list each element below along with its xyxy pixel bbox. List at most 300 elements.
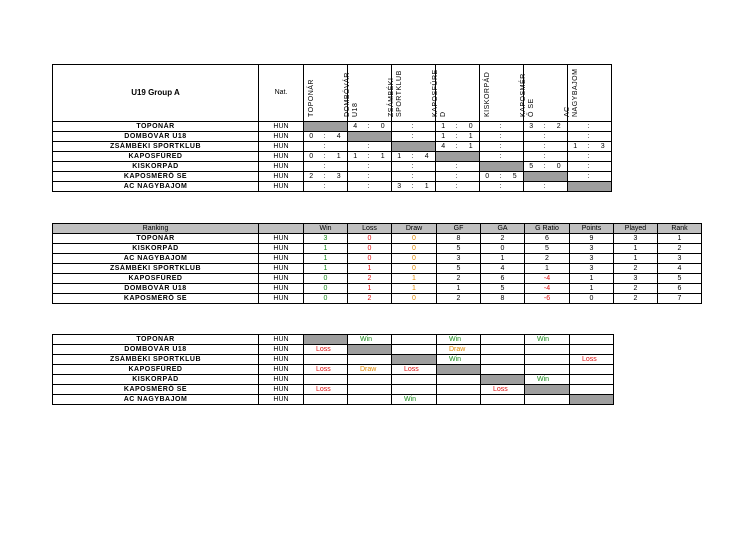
outcome-cell <box>437 385 481 395</box>
score-cell <box>595 162 612 172</box>
score-cell: : <box>407 122 419 132</box>
team-name: KISKORPÁD <box>53 375 259 385</box>
score-cell: 1 <box>568 142 583 152</box>
score-cell <box>551 132 568 142</box>
team-name: AC NAGYBAJOM <box>53 395 259 405</box>
team-nat: HUN <box>259 162 304 172</box>
outcome-row <box>53 365 614 375</box>
ranking-loss-cell: 2 <box>348 274 392 284</box>
outcome-cell: Win <box>525 335 570 345</box>
ranking-win-cell: 0 <box>304 284 348 294</box>
score-cell: : <box>539 152 551 162</box>
outcome-cell <box>481 365 525 375</box>
outcome-cell <box>481 345 525 355</box>
score-cell: : <box>363 142 375 152</box>
score-cell: : <box>495 182 507 192</box>
outcome-row <box>53 385 614 395</box>
score-cell <box>436 172 451 182</box>
ranking-ga-cell: 8 <box>481 294 525 304</box>
score-cell <box>507 152 524 162</box>
ranking-column-header: Played <box>614 224 658 234</box>
score-cell <box>331 162 348 172</box>
outcome-matrix-table <box>52 334 614 405</box>
ranking-rank-cell: 4 <box>658 264 702 274</box>
outcome-cell <box>304 355 348 365</box>
score-cell: : <box>451 142 463 152</box>
score-cell: : <box>319 142 331 152</box>
outcome-cell: Loss <box>481 385 525 395</box>
score-cell: : <box>583 142 595 152</box>
score-cell: 5 <box>507 172 524 182</box>
team-nat: HUN <box>259 294 304 304</box>
score-cell: : <box>407 172 419 182</box>
self-match-cell <box>570 395 614 405</box>
self-match-cell <box>524 172 568 182</box>
ranking-points-cell: 0 <box>570 294 614 304</box>
outcome-cell <box>392 345 437 355</box>
ranking-gf-cell: 1 <box>437 284 481 294</box>
score-cell: 5 <box>524 162 539 172</box>
matrix-row <box>53 162 612 172</box>
ranking-ga-cell: 1 <box>481 254 525 264</box>
score-cell <box>507 132 524 142</box>
matrix-column-header-label: DOMBÓVÁR U18 <box>344 72 359 117</box>
score-cell: : <box>539 142 551 152</box>
ranking-points-cell: 3 <box>570 264 614 274</box>
team-name: DOMBÓVÁR U18 <box>53 284 259 294</box>
score-cell: 0 <box>304 132 319 142</box>
score-cell <box>419 122 436 132</box>
score-cell <box>331 142 348 152</box>
outcome-cell <box>304 395 348 405</box>
outcome-row <box>53 335 614 345</box>
matrix-column-header <box>432 65 480 122</box>
ranking-table <box>52 223 702 304</box>
outcome-row <box>53 355 614 365</box>
score-cell <box>419 162 436 172</box>
matrix-header-row <box>53 65 612 122</box>
outcome-cell <box>348 375 392 385</box>
score-cell <box>551 142 568 152</box>
matrix-column-header-label: KISKORPÁD <box>484 71 491 117</box>
score-cell: : <box>451 182 463 192</box>
score-cell <box>524 142 539 152</box>
score-cell: 1 <box>375 152 392 162</box>
ranking-loss-cell: 0 <box>348 234 392 244</box>
team-name: DOMBÓVÁR U18 <box>53 345 259 355</box>
score-cell <box>392 162 407 172</box>
score-cell <box>436 182 451 192</box>
ranking-draw-cell: 0 <box>392 294 437 304</box>
matrix-row <box>53 152 612 162</box>
score-cell: : <box>583 162 595 172</box>
score-cell <box>304 162 319 172</box>
ranking-draw-cell: 0 <box>392 234 437 244</box>
ranking-rank-cell: 6 <box>658 284 702 294</box>
outcome-cell <box>481 395 525 405</box>
team-name: AC NAGYBAJOM <box>53 254 259 264</box>
ranking-rank-cell: 3 <box>658 254 702 264</box>
score-cell <box>480 122 495 132</box>
ranking-gf-cell: 2 <box>437 274 481 284</box>
score-cell: 3 <box>524 122 539 132</box>
score-cell <box>463 172 480 182</box>
score-cell <box>463 182 480 192</box>
score-cell: 1 <box>331 152 348 162</box>
self-match-cell <box>304 122 348 132</box>
score-cell <box>304 142 319 152</box>
ranking-rank-cell: 1 <box>658 234 702 244</box>
team-nat: HUN <box>259 244 304 254</box>
score-cell: 2 <box>304 172 319 182</box>
ranking-win-cell: 0 <box>304 294 348 304</box>
matrix-column-header-label: ZSÁMBÉKI SPORTKLUB <box>388 70 403 117</box>
score-cell: : <box>451 162 463 172</box>
ranking-ratio-cell: -4 <box>525 284 570 294</box>
ranking-win-cell: 3 <box>304 234 348 244</box>
team-nat: HUN <box>259 254 304 264</box>
team-nat: HUN <box>259 142 304 152</box>
score-cell: : <box>583 132 595 142</box>
score-cell <box>419 172 436 182</box>
score-cell <box>348 182 363 192</box>
outcome-cell <box>481 355 525 365</box>
score-cell: : <box>319 162 331 172</box>
ranking-rank-cell: 7 <box>658 294 702 304</box>
ranking-loss-cell: 0 <box>348 254 392 264</box>
score-cell: 1 <box>392 152 407 162</box>
score-cell <box>568 152 583 162</box>
team-name: KAPOSFÜRED <box>53 152 259 162</box>
matrix-column-header <box>520 65 568 122</box>
score-cell: : <box>363 182 375 192</box>
team-nat: HUN <box>259 182 304 192</box>
score-cell: : <box>363 122 375 132</box>
ranking-ratio-cell: -6 <box>525 294 570 304</box>
ranking-played-cell: 1 <box>614 244 658 254</box>
score-cell: 0 <box>375 122 392 132</box>
team-nat: HUN <box>259 274 304 284</box>
ranking-gf-cell: 3 <box>437 254 481 264</box>
ranking-ga-cell: 0 <box>481 244 525 254</box>
score-cell: 3 <box>331 172 348 182</box>
outcome-cell <box>348 355 392 365</box>
score-cell: 1 <box>436 122 451 132</box>
score-cell: 0 <box>480 172 495 182</box>
score-cell <box>392 172 407 182</box>
nat-header: Nat. <box>259 65 304 122</box>
team-name: TOPONÁR <box>53 122 259 132</box>
outcome-cell: Draw <box>437 345 481 355</box>
matrix-column-header <box>388 65 436 122</box>
team-nat: HUN <box>259 355 304 365</box>
ranking-column-header: G Ratio <box>525 224 570 234</box>
score-cell <box>568 172 583 182</box>
score-cell <box>480 182 495 192</box>
ranking-points-cell: 3 <box>570 244 614 254</box>
score-cell: : <box>495 122 507 132</box>
ranking-ratio-cell: 6 <box>525 234 570 244</box>
ranking-played-cell: 3 <box>614 234 658 244</box>
score-cell: : <box>451 132 463 142</box>
score-cell: 0 <box>463 122 480 132</box>
outcome-cell: Win <box>392 395 437 405</box>
ranking-column-header: Draw <box>392 224 437 234</box>
outcome-cell: Win <box>437 335 481 345</box>
score-cell <box>551 152 568 162</box>
score-cell: : <box>539 162 551 172</box>
outcome-cell <box>525 365 570 375</box>
ranking-gf-cell: 5 <box>437 244 481 254</box>
ranking-gf-cell: 2 <box>437 294 481 304</box>
team-nat: HUN <box>259 172 304 182</box>
ranking-column-header <box>259 224 304 234</box>
score-cell: : <box>319 152 331 162</box>
ranking-win-cell: 1 <box>304 244 348 254</box>
outcome-cell: Loss <box>304 365 348 375</box>
score-cell: : <box>407 182 419 192</box>
ranking-ga-cell: 4 <box>481 264 525 274</box>
matrix-title: U19 Group A <box>53 65 259 122</box>
ranking-header-row <box>53 224 702 234</box>
score-cell: 1 <box>419 182 436 192</box>
ranking-loss-cell: 0 <box>348 244 392 254</box>
score-cell: : <box>451 172 463 182</box>
self-match-cell <box>481 375 525 385</box>
ranking-column-header: GF <box>437 224 481 234</box>
ranking-column-header: Ranking <box>53 224 259 234</box>
score-cell: 1 <box>463 142 480 152</box>
outcome-cell <box>392 335 437 345</box>
team-name: KAPOSMÉRŐ SE <box>53 172 259 182</box>
team-name: KAPOSFÜRED <box>53 274 259 284</box>
ranking-played-cell: 2 <box>614 294 658 304</box>
score-cell <box>524 132 539 142</box>
matrix-column-header <box>564 65 612 122</box>
score-cell <box>568 162 583 172</box>
ranking-rank-cell: 5 <box>658 274 702 284</box>
ranking-loss-cell: 2 <box>348 294 392 304</box>
outcome-cell <box>570 345 614 355</box>
outcome-cell <box>570 365 614 375</box>
ranking-row <box>53 234 702 244</box>
outcome-cell <box>348 385 392 395</box>
score-cell <box>507 142 524 152</box>
score-cell <box>595 172 612 182</box>
team-nat: HUN <box>259 385 304 395</box>
ranking-row <box>53 264 702 274</box>
results-matrix-table <box>52 64 612 192</box>
self-match-cell <box>525 385 570 395</box>
ranking-row <box>53 284 702 294</box>
ranking-played-cell: 1 <box>614 254 658 264</box>
outcome-cell <box>570 375 614 385</box>
score-cell <box>524 152 539 162</box>
score-cell <box>375 162 392 172</box>
team-nat: HUN <box>259 395 304 405</box>
ranking-ga-cell: 6 <box>481 274 525 284</box>
score-cell <box>480 152 495 162</box>
ranking-played-cell: 2 <box>614 264 658 274</box>
self-match-cell <box>392 355 437 365</box>
self-match-cell <box>436 152 480 162</box>
score-cell <box>595 122 612 132</box>
outcome-cell <box>525 395 570 405</box>
outcome-cell <box>570 335 614 345</box>
ranking-loss-cell: 1 <box>348 284 392 294</box>
score-cell <box>375 172 392 182</box>
score-cell <box>348 172 363 182</box>
outcome-cell: Win <box>348 335 392 345</box>
score-cell <box>392 132 407 142</box>
score-cell <box>551 182 568 192</box>
outcome-cell <box>348 395 392 405</box>
outcome-cell <box>392 385 437 395</box>
team-name: ZSÁMBÉKI SPORTKLUB <box>53 264 259 274</box>
ranking-column-header: Points <box>570 224 614 234</box>
ranking-column-header: GA <box>481 224 525 234</box>
ranking-row <box>53 254 702 264</box>
score-cell <box>595 132 612 142</box>
ranking-win-cell: 1 <box>304 264 348 274</box>
outcome-cell <box>525 355 570 365</box>
ranking-column-header: Rank <box>658 224 702 234</box>
ranking-played-cell: 2 <box>614 284 658 294</box>
outcome-cell <box>304 375 348 385</box>
team-nat: HUN <box>259 284 304 294</box>
score-cell <box>507 122 524 132</box>
score-cell <box>348 162 363 172</box>
ranking-played-cell: 3 <box>614 274 658 284</box>
score-cell <box>480 132 495 142</box>
outcome-cell: Loss <box>304 345 348 355</box>
team-nat: HUN <box>259 345 304 355</box>
team-name: KISKORPÁD <box>53 162 259 172</box>
team-name: DOMBÓVÁR U18 <box>53 132 259 142</box>
outcome-cell: Win <box>525 375 570 385</box>
score-cell: : <box>319 132 331 142</box>
score-cell: 4 <box>331 132 348 142</box>
outcome-row <box>53 375 614 385</box>
score-cell: 4 <box>436 142 451 152</box>
team-nat: HUN <box>259 152 304 162</box>
team-nat: HUN <box>259 335 304 345</box>
score-cell <box>568 122 583 132</box>
score-cell: : <box>583 122 595 132</box>
ranking-ratio-cell: 5 <box>525 244 570 254</box>
score-cell: : <box>407 132 419 142</box>
ranking-draw-cell: 1 <box>392 284 437 294</box>
score-cell <box>375 182 392 192</box>
matrix-row <box>53 182 612 192</box>
matrix-column-header <box>344 65 392 122</box>
team-nat: HUN <box>259 132 304 142</box>
score-cell <box>375 142 392 152</box>
score-cell: : <box>495 152 507 162</box>
outcome-cell <box>437 375 481 385</box>
ranking-row <box>53 244 702 254</box>
ranking-column-header: Win <box>304 224 348 234</box>
score-cell: : <box>319 172 331 182</box>
team-nat: HUN <box>259 375 304 385</box>
score-cell: : <box>451 122 463 132</box>
self-match-cell <box>568 182 612 192</box>
ranking-ga-cell: 2 <box>481 234 525 244</box>
score-cell: : <box>583 152 595 162</box>
score-cell: : <box>363 152 375 162</box>
score-cell <box>331 182 348 192</box>
score-cell: : <box>539 132 551 142</box>
self-match-cell <box>348 345 392 355</box>
self-match-cell <box>437 365 481 375</box>
score-cell <box>419 132 436 142</box>
score-cell: 2 <box>551 122 568 132</box>
outcome-cell: Loss <box>304 385 348 395</box>
ranking-ga-cell: 5 <box>481 284 525 294</box>
ranking-draw-cell: 0 <box>392 264 437 274</box>
outcome-cell <box>481 335 525 345</box>
score-cell: 1 <box>463 132 480 142</box>
team-name: TOPONÁR <box>53 335 259 345</box>
ranking-ratio-cell: -4 <box>525 274 570 284</box>
ranking-column-header: Loss <box>348 224 392 234</box>
self-match-cell <box>348 132 392 142</box>
outcome-cell: Draw <box>348 365 392 375</box>
score-cell: 4 <box>419 152 436 162</box>
score-cell: : <box>495 142 507 152</box>
matrix-column-header-label: KAPOSMÉR Ő SE <box>520 73 535 117</box>
ranking-row <box>53 294 702 304</box>
score-cell: : <box>539 182 551 192</box>
matrix-column-header-label: TOPONÁR <box>308 79 315 117</box>
score-cell <box>524 182 539 192</box>
ranking-ratio-cell: 2 <box>525 254 570 264</box>
matrix-row <box>53 122 612 132</box>
ranking-points-cell: 9 <box>570 234 614 244</box>
score-cell <box>436 162 451 172</box>
score-cell <box>304 182 319 192</box>
self-match-cell <box>480 162 524 172</box>
ranking-points-cell: 1 <box>570 284 614 294</box>
ranking-row <box>53 274 702 284</box>
ranking-loss-cell: 1 <box>348 264 392 274</box>
score-cell: 1 <box>436 132 451 142</box>
self-match-cell <box>392 142 436 152</box>
ranking-points-cell: 3 <box>570 254 614 264</box>
score-cell <box>568 132 583 142</box>
outcome-row <box>53 345 614 355</box>
self-match-cell <box>304 335 348 345</box>
outcome-cell <box>437 395 481 405</box>
score-cell <box>463 162 480 172</box>
team-name: ZSÁMBÉKI SPORTKLUB <box>53 142 259 152</box>
score-cell: : <box>407 162 419 172</box>
score-cell: : <box>495 172 507 182</box>
outcome-row <box>53 395 614 405</box>
ranking-gf-cell: 5 <box>437 264 481 274</box>
ranking-draw-cell: 0 <box>392 254 437 264</box>
team-name: TOPONÁR <box>53 234 259 244</box>
matrix-column-header <box>480 65 524 122</box>
score-cell: 3 <box>392 182 407 192</box>
ranking-ratio-cell: 1 <box>525 264 570 274</box>
matrix-row <box>53 172 612 182</box>
score-cell: 0 <box>304 152 319 162</box>
outcome-cell: Loss <box>392 365 437 375</box>
outcome-cell <box>570 385 614 395</box>
score-cell: 0 <box>551 162 568 172</box>
score-cell <box>348 142 363 152</box>
